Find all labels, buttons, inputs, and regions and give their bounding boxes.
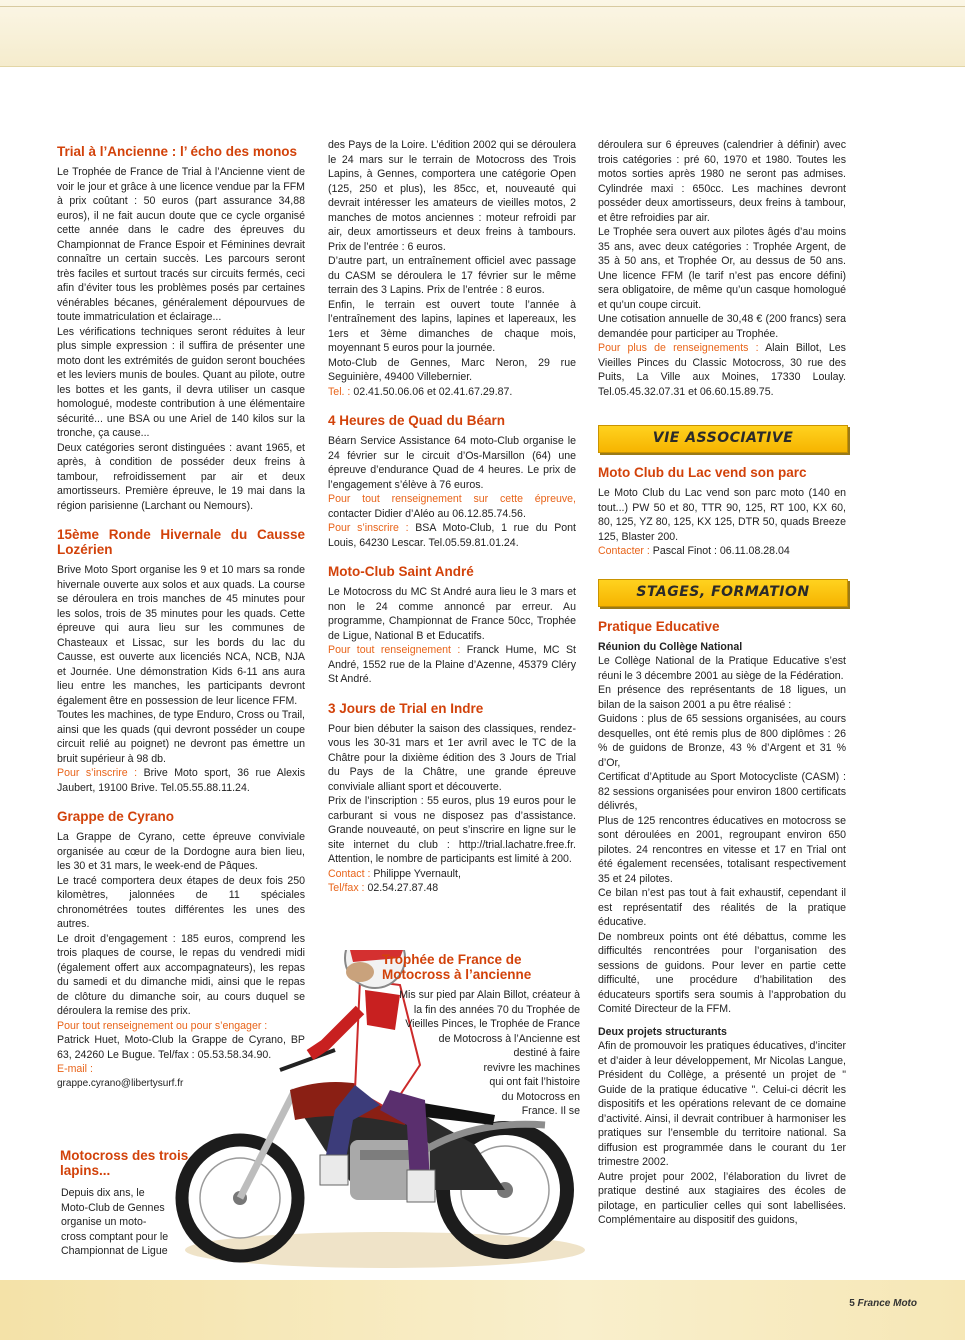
heading-trial-ancienne: Trial à l’Ancienne : l’ écho des monos (57, 144, 298, 159)
contact-label: Pour tout renseignement : (328, 644, 461, 656)
paragraph: Le Trophée sera ouvert aux pilotes âgés d’au moins 35 ans, avec deux catégories : Trophée Argent, de 35 à 50 ans, et Trophée Or, au dessus de 50 ans. Une licence FFM (le tarif n’est pas encore défini) sera obligatoire, de même qu’un casque homologué et qu’un coupe circuit. (598, 226, 846, 311)
paragraph: Le droit d’engagement : 185 euros, comprend les trois plaques de course, le repas du vendredi midi (également offert aux accompagnateurs), les repas du samedi et du dimanche midi, ainsi que le repas de clôture du dimanche soir, au cours duquel se déroulera la remise des prix. (57, 932, 305, 1017)
contact-text: Philippe Yvernault, (370, 867, 461, 880)
paragraph: De nombreux points ont été débattus, comme les difficultés rencontrées pour l’organisation des sessions de guidons. Pour lever en partie cette difficulté, une procédure d’habilitation des éducateurs sportifs sera soumis à l’approbation du Comité Directeur de la FFM. (598, 930, 846, 1015)
paragraph: Enfin, le terrain est ouvert toute l’année à l’entraînement des lapins, lapines et lapereaux, les 1ers et 3ème dimanches de chaque mois, moyennant 5 euros pour la journée. (328, 298, 576, 354)
heading-trial-indre: 3 Jours de Trial en Indre (328, 700, 484, 716)
heading-trophee-motocross: Trophée de France de Motocross à l’ancienne (382, 952, 532, 982)
text-line: cross comptant pour le (61, 1230, 169, 1243)
text-line: Moto-Club de Gennes (61, 1201, 165, 1214)
heading-pratique-educative: Pratique Educative (598, 618, 720, 634)
text-line: destiné à faire (513, 1047, 580, 1059)
contact-text: 02.41.50.06.06 et 02.41.67.29.87. (350, 385, 513, 398)
contact-line (57, 766, 305, 795)
paragraph: Brive Moto Sport organise les 9 et 10 mars sa ronde hivernale ouverte aux solos et aux quads. La course se déroulera en trois manches de 45 minutes pour les solos, trois de 35 minutes pour les quads. Cette épreuve qui aura lieu sur les communes de Chasteaux et Lissac, sur les bords du lac du Causse, est ouverte aux licenciés NCA, NCB, NJA et Journée. Une démonstration Kids 6-11 ans aura lieu entre les manches, les participants devront également être en possession de leur licence FFM. (57, 564, 305, 707)
paragraph: Certificat d’Aptitude au Sport Motocycliste (CASM) : 82 sessions organisées pour environ 1800 certificats délivrés, (598, 771, 846, 812)
contact-text: BSA Moto-Club, 1 rue du Pont Louis, 64230 Lescar. Tel.05.59.81.01.24. (328, 522, 576, 549)
email-label: E-mail : (57, 1063, 93, 1075)
text-line: Vieilles Pinces, le Trophée de France (405, 1018, 580, 1030)
paragraph: Prix de l’inscription : 55 euros, plus 19 euros pour le carburant si vous ne disposez pas d’assistance. Grande nouveauté, on peut s’inscrire en ligne sur le site internet du club : http://trial.lachatre.free.fr. Attention, le nombre de participants est limité à 200. (328, 795, 576, 865)
bottom-band (0, 1280, 965, 1340)
contact-text: Patrick Huet, Moto-Club la Grappe de Cyrano, BP 63, 24260 Le Bugue. Tel/fax : 05.53.58.34.90. (57, 1034, 305, 1061)
paragraph: Le Motocross du MC St André aura lieu le 3 mars et non le 24 comme annoncé par erreur. Au programme, Championnat de France 50cc, Trophée de Ligue, National B et Educatifs. (328, 586, 576, 642)
email-link[interactable]: grappe.cyrano@libertysurf.fr (57, 1077, 184, 1089)
top-rule (0, 6, 965, 7)
paragraph: Toutes les machines, de type Enduro, Cross ou Trail, ainsi que les quads (qui devront posséder un coupe circuit relié au poignet) ne devront pas émettre un bruit supérieur à 98 db. (57, 709, 305, 765)
paragraph: Moto-Club de Gennes, Marc Neron, 29 rue Seguinière, 49400 Villebernier. (328, 356, 576, 383)
contact-label: Pour plus de renseignements : (598, 342, 759, 354)
text-line: Championnat de Ligue (61, 1245, 168, 1257)
paragraph: Autre projet pour 2002, l’élaboration du livret de pratique destiné aux stagiaires des écoles de pilotage, en particulier celles qui sont labellisées. Complémentaire au dispositif des guidons, (598, 1170, 846, 1226)
contact-line (598, 341, 846, 399)
text-line: Depuis dix ans, le (61, 1187, 145, 1199)
rider-arm (310, 1010, 360, 1055)
heading-moto-club-lac: Moto Club du Lac vend son parc (598, 465, 807, 480)
contact-label: Pour tout renseignement ou pour s’engager : (57, 1019, 268, 1032)
lapins-intro (61, 1186, 181, 1259)
paragraph: Guidons : plus de 65 sessions organisées, au cours desquelles, ont été remis plus de 800 diplômes : 26 % de guidons de Bronze, 43 % d’Argent et 31 % d’Or, (598, 713, 846, 769)
contact-label: Tel/fax : (328, 882, 365, 894)
heading-ronde-hivernale: 15ème Ronde Hivernale du Causse Lozérien (57, 527, 305, 557)
contact-text: Pascal Finot : 06.11.08.28.04 (649, 545, 790, 557)
text-line: la fin des années 70 du Trophée de (413, 1003, 580, 1016)
contact-line (328, 521, 576, 550)
paragraph: Une cotisation annuelle de 30,48 € (200 francs) sera demandée pour participer au Trophée. (598, 313, 846, 340)
paragraph: La Grappe de Cyrano, cette épreuve conviviale organisée au cœur de la Dordogne aura bien lieu, les 30 et 31 mars, le week-end de Pâques. (57, 831, 305, 872)
contact-text: contacter Didier d’Aléo au 06.12.85.74.56. (328, 507, 526, 520)
magazine-brand: France Moto (857, 1298, 917, 1309)
heading-quad-bearn: 4 Heures de Quad du Béarn (328, 413, 506, 428)
contact-text: Brive Moto sport, 36 rue Alexis Jaubert, 19100 Brive. Tel.05.55.88.11.24. (57, 767, 305, 794)
contact-line (328, 643, 576, 687)
contact-text: 02.54.27.87.48 (364, 882, 439, 894)
paragraph: Le Moto Club du Lac vend son parc moto (140 en tout...) PW 50 et 80, TTR 90, 125, RT 100, KX 60, 80, 125, YZ 80, 125, KX 125, DTR 50, quads Breeze 125, Blaster 200. (598, 487, 846, 543)
paragraph: Les vérifications techniques seront réduites à leur plus simple expression : il suffira de présenter une moto dont les extrémités de guidon seront bouchées et les leviers munis de boules. Quant au pilote, outre les bottes et les gants, il devra utiliser un casque homologué, modeste contribution à une élémentaire sécurité... une BSA ou une Ariel de 140 kilos sur la tronche, ça cause... (57, 325, 305, 439)
heading-trois-lapins: Motocross des trois lapins... (60, 1148, 189, 1178)
page-number: 5 (849, 1298, 855, 1309)
contact-label: Pour s’inscrire : (328, 522, 409, 534)
heading-mc-saint-andre: Moto-Club Saint André (328, 564, 474, 579)
contact-label: Tel. : (328, 385, 351, 398)
contact-label: Contacter : (598, 545, 650, 557)
text-line: de Motocross à l’Ancienne est (438, 1032, 580, 1045)
contact-line (328, 867, 576, 882)
paragraph: des Pays de la Loire. L’édition 2002 qui se déroulera le 24 mars sur le terrain de Motocross des Trois Lapins, à Gennes, comportera une catégorie Open (125, 250 et plus), les 85cc, et, nouveauté qui devrait intéresser les amateurs de vieilles motos, 2 manches de motos anciennes : moteur refroidi par air, deux amortisseurs et deux freins à tambours. Prix de l’entrée : 6 euros. (328, 139, 576, 253)
paragraph: Plus de 125 rencontres éducatives en motocross se sont déroulées en 2001, regroupant environ 650 pilotes. 24 rencontres en vitesse et 17 en Trial ont été également recensées, totalisant respectivement 35 et 24 pilotes. (598, 814, 846, 885)
paragraph: Afin de promouvoir les pratiques éducatives, d’inciter et d’aider à leur développement, Mr Nicolas Langue, Président du Collège, a présenté un projet de " Guide de la pratique éducative ". Celui-ci décrit les dispositifs et les opérations relevant de ce domaine d’activité. Ainsi, il devrait contribuer à harmoniser les pratiques sur l’ensemble du territoire national. Sa diffusion est programmée dans le courant du 1er trimestre 2002. (598, 1040, 846, 1168)
contact-text: Alain Billot, Les Vieilles Pinces du Classic Motocross, 30 rue des Puits, La Ville aux Moines, 17330 Loulay. Tel.05.45.32.07.31 et 06.60.15.89.75. (598, 342, 846, 398)
contact-line (328, 385, 576, 400)
contact-line (328, 881, 576, 896)
text-line: France. Il se (521, 1105, 580, 1117)
paragraph: déroulera sur 6 épreuves (calendrier à définir) avec trois catégories : pré 60, 1970 et 1980. Toutes les motos sorties après 1980 ne seront pas admises. Cylindrée maxi : 650cc. Les machines devront posséder deux amortisseurs, deux freins à tambour, et être refroidies par air. (598, 139, 846, 224)
paragraph: Ce bilan n’est pas tout à fait exhaustif, cependant il est représentatif des réalités de la pratique éducative. (598, 887, 846, 928)
contact-label: Pour s’inscrire : (57, 767, 138, 779)
section-banner-stages-formation: STAGES, FORMATION (598, 579, 848, 607)
section-banner-vie-associative: VIE ASSOCIATIVE (598, 425, 848, 453)
paragraph: Deux catégories seront distinguées : avant 1965, et après, à condition de posséder deux freins à tambour, refroidissement par air et deux amortisseurs. Première épreuve, le 19 mai dans la région parisienne (Larchant ou Nemours). (57, 441, 305, 512)
text-line: du Motocross en (501, 1090, 580, 1103)
heading-grappe-cyrano: Grappe de Cyrano (57, 809, 175, 824)
page-footer (849, 1298, 917, 1309)
text-line: organise un moto- (61, 1216, 147, 1228)
text-line: Mis sur pied par Alain Billot, créateur à (399, 989, 580, 1001)
paragraph: Le tracé comportera deux étapes de deux fois 250 kilomètres, jalonnées de 11 spéciales chronométrées toutes différentes les unes des autres. (57, 874, 305, 930)
contact-label: Contact : (328, 867, 371, 880)
contact-text: Franck Hume, MC St André, 1552 rue de la Plaine d’Azenne, 45379 Cléry St André. (328, 644, 576, 685)
handlebar (280, 1050, 335, 1070)
contact-line (598, 544, 846, 559)
column-1 (57, 138, 305, 1091)
paragraph: Le Trophée de France de Trial à l’Ancienne vient de voir le jour et grâce à une licence vendue par la FFM à prix coûtant : 50 euros (part assurance 34,88 euros), il ne fait aucun doute que ce cycle organisé cette année dans le cadre des épreuves du Championnat de France Espoir et Féminines devrait connaître un certain succès. Les parcours seront très faciles et surtout tracés sur circuits fermés, ceci afin d’éviter tous les problèmes posés par certaines vénérables bécanes, généralement dépourvues de toute immatriculation et éclairage... (57, 166, 305, 323)
column-3 (598, 138, 846, 1228)
text-line: revivre les machines (483, 1061, 580, 1074)
subheading-projets: Deux projets structurants (598, 1025, 727, 1038)
paragraph: Béarn Service Assistance 64 moto-Club organise le 24 février sur le circuit d’Os-Marsillon (64) une épreuve d’endurance Quad de 4 heures. Le prix de l’engagement s’élève à 76 euros. (328, 435, 576, 491)
contact-label: Pour tout renseignement sur cette épreuve, (328, 493, 576, 505)
trophee-intro (380, 988, 580, 1119)
paragraph: Le Collège National de la Pratique Educative s’est réuni le 3 décembre 2001 au siège de la Fédération. (598, 655, 846, 682)
text-line: qui ont fait l’histoire (489, 1076, 580, 1088)
paragraph: D’autre part, un entraînement officiel avec passage du CASM se déroulera le 17 février sur le même terrain des 3 Lapins. Prix de l’entrée : 8 euros. (328, 255, 576, 296)
contact-line (328, 492, 576, 521)
rider-boot (407, 1170, 435, 1202)
top-band (0, 0, 965, 67)
paragraph: Pour bien débuter la saison des classiques, rendez-vous les 30-31 mars et 1er avril avec le TC de la Châtre pour la dixième édition des 3 Jours de Trial du Pays de la Châtre, une grande épreuve conviviale alliant sport et découverte. (328, 722, 576, 793)
rider-face (346, 962, 374, 982)
column-2 (328, 138, 576, 896)
subheading-reunion: Réunion du Collège National (598, 640, 743, 653)
paragraph: En présence des représentants de 18 ligues, un bilan de la saison 2001 a pu être réalisé : (598, 684, 846, 711)
